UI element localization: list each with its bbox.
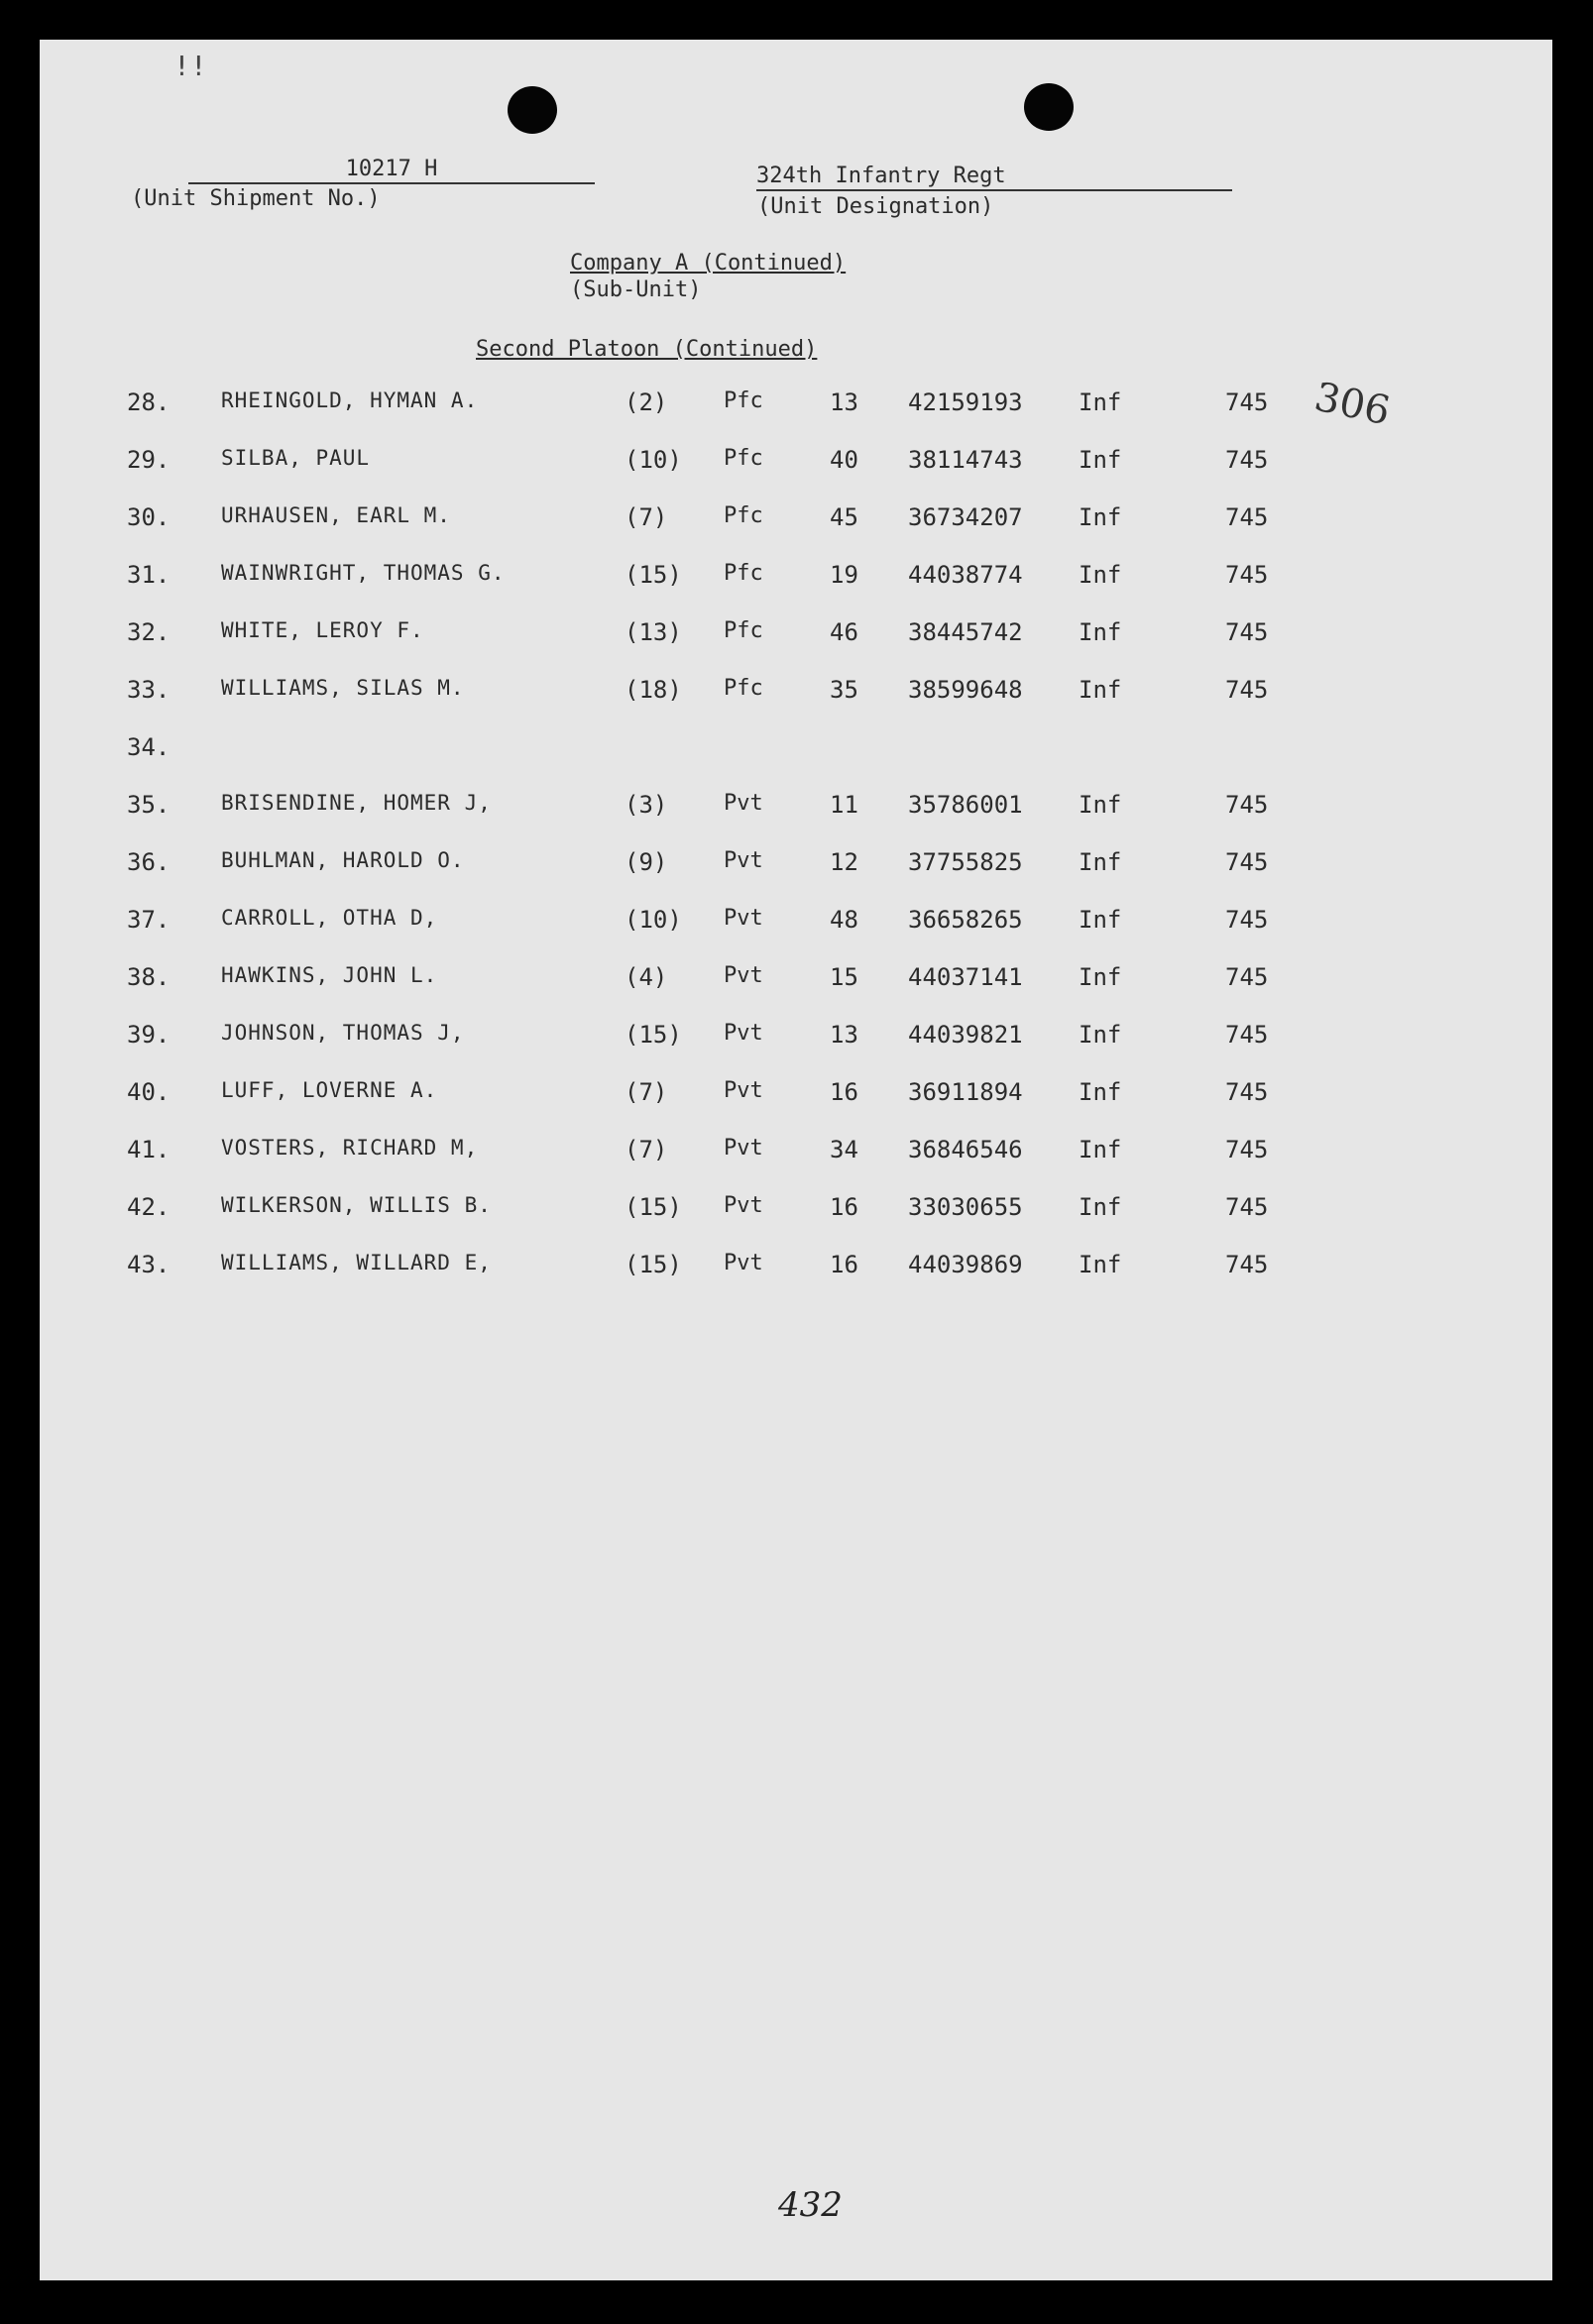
table-row bbox=[40, 561, 1328, 595]
arm-of-service: Inf bbox=[1079, 503, 1122, 531]
table-row bbox=[40, 446, 1328, 480]
document-page bbox=[40, 40, 1552, 2280]
row-count: 13 bbox=[830, 388, 858, 416]
section-title: Second Platoon (Continued) bbox=[476, 337, 818, 362]
unit-designation: 324th Infantry Regt bbox=[756, 164, 1232, 191]
soldier-name: WILKERSON, WILLIS B. bbox=[221, 1193, 492, 1217]
row-code: (18) bbox=[625, 676, 682, 704]
row-value: 745 bbox=[1225, 791, 1269, 819]
rank: Pvt bbox=[724, 1193, 763, 1218]
row-value: 745 bbox=[1225, 1136, 1269, 1163]
row-count: 15 bbox=[830, 963, 858, 991]
serial-number: 36734207 bbox=[908, 503, 1023, 531]
rank: Pfc bbox=[724, 388, 763, 413]
arm-of-service: Inf bbox=[1079, 963, 1122, 991]
row-code: (10) bbox=[625, 906, 682, 934]
row-code: (15) bbox=[625, 1021, 682, 1049]
shipment-caption: (Unit Shipment No.) bbox=[131, 186, 381, 211]
stamp-number: 306 bbox=[1310, 374, 1395, 435]
soldier-name: WILLIAMS, WILLARD E, bbox=[221, 1251, 492, 1274]
row-value: 745 bbox=[1225, 446, 1269, 474]
serial-number: 44038774 bbox=[908, 561, 1023, 589]
table-row bbox=[40, 676, 1328, 710]
row-code: (2) bbox=[625, 388, 668, 416]
row-number: 32. bbox=[127, 618, 171, 646]
row-count: 35 bbox=[830, 676, 858, 704]
row-value: 745 bbox=[1225, 848, 1269, 876]
soldier-name: BUHLMAN, HAROLD O. bbox=[221, 848, 465, 872]
row-number: 40. bbox=[127, 1078, 171, 1106]
designation-caption: (Unit Designation) bbox=[757, 194, 994, 219]
arm-of-service: Inf bbox=[1079, 676, 1122, 704]
arm-of-service: Inf bbox=[1079, 388, 1122, 416]
row-value: 745 bbox=[1225, 963, 1269, 991]
rank: Pvt bbox=[724, 1136, 763, 1161]
table-row bbox=[40, 1078, 1328, 1112]
row-count: 16 bbox=[830, 1251, 858, 1278]
row-code: (9) bbox=[625, 848, 668, 876]
page-number: 432 bbox=[778, 2185, 843, 2225]
rank: Pvt bbox=[724, 906, 763, 931]
row-number: 41. bbox=[127, 1136, 171, 1163]
row-code: (15) bbox=[625, 1251, 682, 1278]
serial-number: 38114743 bbox=[908, 446, 1023, 474]
table-row bbox=[40, 1193, 1328, 1227]
row-number: 36. bbox=[127, 848, 171, 876]
row-value: 745 bbox=[1225, 388, 1269, 416]
row-value: 745 bbox=[1225, 1193, 1269, 1221]
serial-number: 44039869 bbox=[908, 1251, 1023, 1278]
row-number: 39. bbox=[127, 1021, 171, 1049]
row-count: 11 bbox=[830, 791, 858, 819]
arm-of-service: Inf bbox=[1079, 561, 1122, 589]
row-value: 745 bbox=[1225, 1078, 1269, 1106]
corner-mark: !! bbox=[173, 50, 207, 82]
rank: Pfc bbox=[724, 446, 763, 471]
table-row bbox=[40, 1021, 1328, 1054]
row-count: 40 bbox=[830, 446, 858, 474]
soldier-name: VOSTERS, RICHARD M, bbox=[221, 1136, 479, 1160]
row-count: 46 bbox=[830, 618, 858, 646]
row-number: 42. bbox=[127, 1193, 171, 1221]
table-row bbox=[40, 791, 1328, 825]
punch-hole-right bbox=[1024, 83, 1074, 131]
table-row bbox=[40, 503, 1328, 537]
rank: Pfc bbox=[724, 618, 763, 643]
rank: Pvt bbox=[724, 1021, 763, 1046]
row-number: 34. bbox=[127, 733, 171, 761]
row-count: 45 bbox=[830, 503, 858, 531]
soldier-name: WAINWRIGHT, THOMAS G. bbox=[221, 561, 506, 585]
row-count: 16 bbox=[830, 1193, 858, 1221]
rank: Pfc bbox=[724, 676, 763, 701]
rank: Pvt bbox=[724, 1251, 763, 1275]
soldier-name: URHAUSEN, EARL M. bbox=[221, 503, 451, 527]
table-row bbox=[40, 963, 1328, 997]
rank: Pvt bbox=[724, 963, 763, 988]
arm-of-service: Inf bbox=[1079, 618, 1122, 646]
row-code: (15) bbox=[625, 1193, 682, 1221]
row-code: (7) bbox=[625, 1078, 668, 1106]
arm-of-service: Inf bbox=[1079, 848, 1122, 876]
row-count: 13 bbox=[830, 1021, 858, 1049]
rank: Pfc bbox=[724, 561, 763, 586]
arm-of-service: Inf bbox=[1079, 1193, 1122, 1221]
serial-number: 44037141 bbox=[908, 963, 1023, 991]
table-row bbox=[40, 733, 1328, 767]
arm-of-service: Inf bbox=[1079, 906, 1122, 934]
row-number: 35. bbox=[127, 791, 171, 819]
row-number: 33. bbox=[127, 676, 171, 704]
arm-of-service: Inf bbox=[1079, 791, 1122, 819]
table-row bbox=[40, 906, 1328, 940]
row-number: 43. bbox=[127, 1251, 171, 1278]
row-code: (13) bbox=[625, 618, 682, 646]
row-number: 30. bbox=[127, 503, 171, 531]
serial-number: 33030655 bbox=[908, 1193, 1023, 1221]
soldier-name: HAWKINS, JOHN L. bbox=[221, 963, 438, 987]
row-number: 31. bbox=[127, 561, 171, 589]
serial-number: 36658265 bbox=[908, 906, 1023, 934]
soldier-name: SILBA, PAUL bbox=[221, 446, 371, 470]
row-count: 12 bbox=[830, 848, 858, 876]
row-value: 745 bbox=[1225, 1021, 1269, 1049]
row-number: 28. bbox=[127, 388, 171, 416]
serial-number: 42159193 bbox=[908, 388, 1023, 416]
row-count: 16 bbox=[830, 1078, 858, 1106]
row-code: (3) bbox=[625, 791, 668, 819]
punch-hole-left bbox=[508, 86, 557, 134]
serial-number: 37755825 bbox=[908, 848, 1023, 876]
table-row bbox=[40, 1251, 1328, 1284]
row-value: 745 bbox=[1225, 503, 1269, 531]
serial-number: 38599648 bbox=[908, 676, 1023, 704]
row-code: (7) bbox=[625, 1136, 668, 1163]
rank: Pvt bbox=[724, 1078, 763, 1103]
row-value: 745 bbox=[1225, 676, 1269, 704]
serial-number: 36911894 bbox=[908, 1078, 1023, 1106]
serial-number: 35786001 bbox=[908, 791, 1023, 819]
row-value: 745 bbox=[1225, 1251, 1269, 1278]
row-count: 34 bbox=[830, 1136, 858, 1163]
soldier-name: WILLIAMS, SILAS M. bbox=[221, 676, 465, 700]
arm-of-service: Inf bbox=[1079, 1021, 1122, 1049]
table-row bbox=[40, 848, 1328, 882]
row-code: (15) bbox=[625, 561, 682, 589]
table-row bbox=[40, 1136, 1328, 1169]
soldier-name: LUFF, LOVERNE A. bbox=[221, 1078, 438, 1102]
rank: Pfc bbox=[724, 503, 763, 528]
table-row bbox=[40, 618, 1328, 652]
row-value: 745 bbox=[1225, 561, 1269, 589]
rank: Pvt bbox=[724, 791, 763, 816]
row-value: 745 bbox=[1225, 906, 1269, 934]
row-code: (4) bbox=[625, 963, 668, 991]
arm-of-service: Inf bbox=[1079, 446, 1122, 474]
row-number: 29. bbox=[127, 446, 171, 474]
subunit-name: Company A (Continued) bbox=[570, 251, 847, 276]
shipment-number: 10217 H bbox=[188, 157, 595, 184]
row-value: 745 bbox=[1225, 618, 1269, 646]
arm-of-service: Inf bbox=[1079, 1136, 1122, 1163]
row-code: (7) bbox=[625, 503, 668, 531]
row-number: 37. bbox=[127, 906, 171, 934]
row-count: 48 bbox=[830, 906, 858, 934]
arm-of-service: Inf bbox=[1079, 1251, 1122, 1278]
serial-number: 36846546 bbox=[908, 1136, 1023, 1163]
arm-of-service: Inf bbox=[1079, 1078, 1122, 1106]
rank: Pvt bbox=[724, 848, 763, 873]
soldier-name: BRISENDINE, HOMER J, bbox=[221, 791, 492, 815]
table-row bbox=[40, 388, 1328, 422]
soldier-name: JOHNSON, THOMAS J, bbox=[221, 1021, 465, 1045]
soldier-name: RHEINGOLD, HYMAN A. bbox=[221, 388, 479, 412]
row-code: (10) bbox=[625, 446, 682, 474]
soldier-name: WHITE, LEROY F. bbox=[221, 618, 424, 642]
row-number: 38. bbox=[127, 963, 171, 991]
serial-number: 38445742 bbox=[908, 618, 1023, 646]
subunit-caption: (Sub-Unit) bbox=[570, 277, 702, 302]
soldier-name: CARROLL, OTHA D, bbox=[221, 906, 438, 930]
serial-number: 44039821 bbox=[908, 1021, 1023, 1049]
row-count: 19 bbox=[830, 561, 858, 589]
